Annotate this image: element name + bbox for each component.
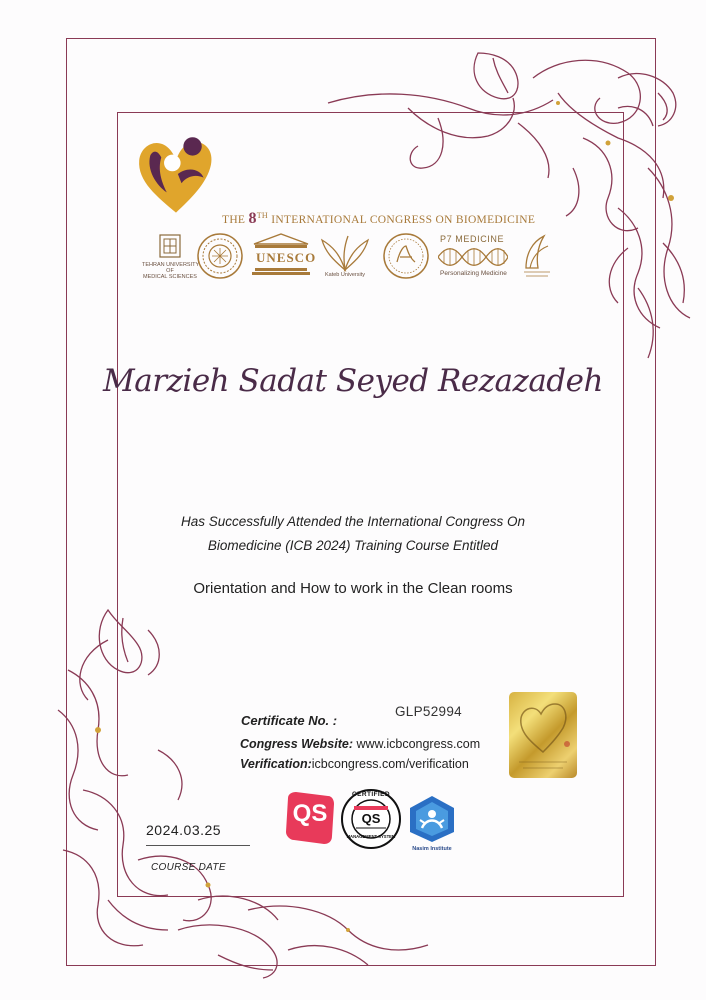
- certificate-number: GLP52994: [395, 704, 462, 719]
- course-title: Orientation and How to work in the Clean rooms: [193, 580, 513, 597]
- recipient-name: Marzieh Sadat Seyed Rezazadeh: [103, 363, 603, 399]
- congress-edition-number: 8: [248, 210, 257, 227]
- branch-publication-icon: [516, 232, 556, 280]
- certified-bottom-label: MANAGEMENT SYSTEM: [346, 834, 396, 839]
- qs-badge: [284, 790, 336, 846]
- course-date-label: COURSE DATE: [151, 862, 226, 873]
- tums-label-line3: MEDICAL SCIENCES: [143, 274, 197, 280]
- course-date-divider: [146, 845, 250, 846]
- congress-title-post: INTERNATIONAL CONGRESS ON BIOMEDICINE: [268, 214, 536, 226]
- website-label: Congress Website:: [240, 737, 353, 751]
- congress-heart-logo: [130, 128, 222, 220]
- hologram-seal: [509, 692, 577, 778]
- ajc-emblem-icon: [382, 232, 430, 280]
- p7-label-bottom: Personalizing Medicine: [440, 270, 507, 277]
- kateb-label: Kateb University: [324, 272, 366, 278]
- qs-label: QS: [292, 800, 328, 827]
- verification-link[interactable]: icbcongress.com/verification: [311, 757, 469, 771]
- tums-emblem-icon: [146, 232, 194, 262]
- congress-website-line: [240, 737, 480, 751]
- course-date-value: 2024.03.25: [146, 822, 222, 838]
- certified-badge: [340, 788, 402, 850]
- tums-label-line1: TEHRAN UNIVERSITY: [142, 262, 200, 268]
- certified-qs-label: QS: [361, 811, 381, 826]
- certificate-number-label: Certificate No. :: [241, 713, 338, 728]
- tums-label-line2: OF: [166, 268, 174, 274]
- ornament-top-right: [318, 48, 698, 368]
- hologram-heart-icon: [509, 692, 577, 778]
- p7-label-top: P7 MEDICINE: [440, 234, 505, 244]
- partner-logos: [142, 232, 566, 288]
- statement-line2: Biomedicine (ICB 2024) Training Course Entitled: [207, 538, 499, 553]
- certified-top-label: CERTIFIED: [352, 791, 390, 798]
- seal-emblem-icon: [196, 232, 244, 280]
- congress-edition-suffix: TH: [256, 211, 269, 221]
- nasim-emblem-icon: [406, 794, 458, 844]
- verification-line: [240, 757, 469, 771]
- attendance-statement: [0, 510, 706, 558]
- congress-title-pre: THE: [222, 214, 249, 226]
- statement-line1: Has Successfully Attended the International Congress On: [181, 514, 525, 529]
- website-link[interactable]: www.icbcongress.com: [356, 737, 481, 751]
- nasim-institute-badge: [406, 794, 458, 858]
- partner-tums: [142, 232, 200, 280]
- partner-unesco: [250, 232, 317, 281]
- nasim-label: Nasim Institute: [412, 846, 452, 852]
- partner-kateb: [316, 232, 374, 277]
- unesco-label: UNESCO: [256, 250, 317, 265]
- verification-label: Verification:: [240, 757, 312, 771]
- congress-title: [222, 210, 535, 228]
- kateb-leaf-icon: [316, 232, 374, 272]
- dna-helix-icon: [438, 246, 508, 268]
